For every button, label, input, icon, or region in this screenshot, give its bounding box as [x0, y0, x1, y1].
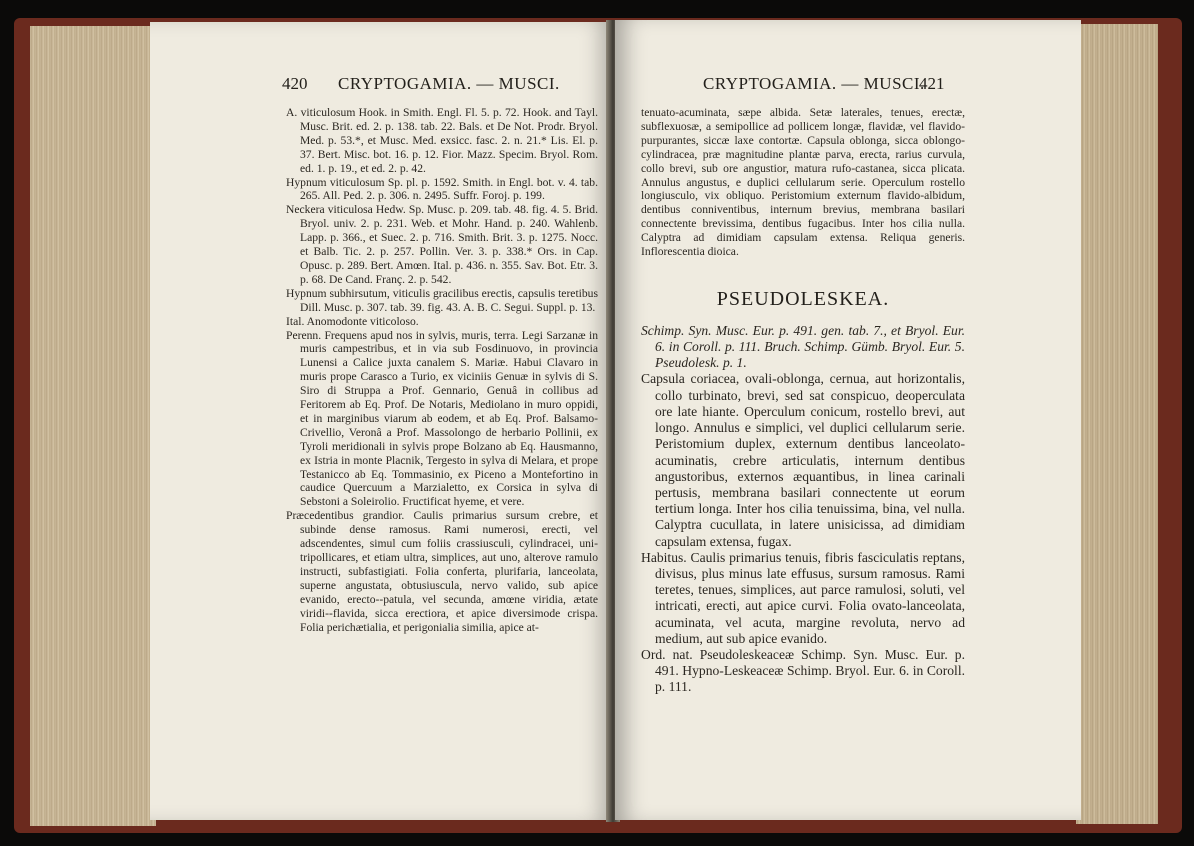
genus-paragraph: Capsula coriacea, ovali-oblonga, cernua, aut horizontalis, collo turbinato, brevi, sed sat conspicuo, deoperculata ore late hiante. Operculum conicum, rostello brevi, aut longo. Annulus e simplici, vel duplici cellularum serie. Peristomium duplex, externum dentibus lanceolato-acuminatis, crebre articulatis, internum dentibus angustoribus, externos æquantibus, in linea carinali pertusis, membrana basilari connectente ut eorum tertium longa. Inter hos cilia tenuissima, bina, vel nulla. Calyptra cucullata, in latere unisicissa, ad dimidiam capsulam extensa, fugax. [641, 371, 965, 549]
right-page-edges [1076, 24, 1158, 824]
continuation-paragraph: tenuato-acuminata, sæpe albida. Setæ laterales, tenues, erectæ, subflexuosæ, a semipollice ad pollicem longæ, flavidæ, vel flavido-purpurantes, siccæ laxe contortæ. Capsula oblonga, sicca oblongo-cylindracea, præ magnitudine plantæ parva, erecta, rarius curvula, collo brevi, sub ore angustior, matura rufo-castanea, sicca plicata. Annulus angustus, e duplici cellularum serie. Operculum rostello longiusculo, vix obliquo. Peristomium externum flavido-albidum, dentibus conniventibus, internum brevius, membrana basilari connectente brevissima, dentibus fugacibus. Inter hos cilia nulla. Calyptra ad dimidiam capsulam extensa. Reliqua generis. Inflorescentia dioica. [641, 106, 965, 259]
entry-paragraph: Perenn. Frequens apud nos in sylvis, muris, terra. Legi Sarzanæ in muris campestribus, et in via sub Fosdinuovo, in provincia Lunensi a Calice juxta canalem S. Mariæ. Habui Clavaro in muris prope Carasco a Turio, ex viciniis Genuæ in sylvis di S. Siro di Struppa a Prof. Gennario, Genuâ in collibus ad Feritorem ab Eq. Prof. De Notaris, Mediolano in muro oppidi, et in marginibus viarum ab eodem, et ab Eq. Prof. Balsamo-Crivellio, Veronâ a Prof. Massolongo de herbario Pollinii, ex Tyroli meridionali in sylvis prope Bolzano ab Eq. Hausmanno, ex Istria in monte Placnik, Tergesto in sylva di Melara, et prope Testanicco ab Eq. Tommasinio, ex Piceno a Montefortino in caudice Quercuum a Marzialetto, ex Corsica in sylva di Sebstoni a Soleirolio. Fructificat hyeme, et vere. [286, 328, 598, 509]
left-page-number: 420 [282, 74, 308, 93]
genus-paragraph: Ord. nat. Pseudoleskeaceæ Schimp. Syn. Musc. Eur. p. 491. Hypno-Leskeaceæ Schimp. Bryol. Eur. 6. in Coroll. p. 111. [641, 646, 965, 695]
right-page-number: 421 [919, 74, 945, 93]
left-running-head: CRYPTOGAMIA. — MUSCI. [338, 74, 560, 93]
right-page [615, 20, 1081, 820]
right-text-column [641, 106, 965, 696]
entry-paragraph: Hypnum viticulosum Sp. pl. p. 1592. Smith. in Engl. bot. v. 4. tab. 265. All. Ped. 2. p. 306. n. 2495. Suffr. Foroj. p. 199. [286, 175, 598, 203]
right-running-head: CRYPTOGAMIA. — MUSCI. [703, 74, 925, 93]
left-text-column [286, 106, 598, 634]
entry-paragraph: Neckera viticulosa Hedw. Sp. Musc. p. 209. tab. 48. fig. 4. 5. Brid. Bryol. univ. 2. p. 231. Web. et Mohr. Hand. p. 240. Wahlenb. Lapp. p. 366., et Suec. 2. p. 716. Smith. Brit. 3. p. 1275. Nocc. et Balb. Tic. 2. p. 257. Pollin. Ver. 3. p. 338.* Ors. in Cap. Opusc. p. 289. Bert. Amœn. Ital. p. 436. n. 355. Sav. Bot. Etr. 3. p. 68. De Cand. Franç. 2. p. 542. [286, 203, 598, 286]
genus-paragraph: Schimp. Syn. Musc. Eur. p. 491. gen. tab. 7., et Bryol. Eur. 6. in Coroll. p. 111. Bruch. Schimp. Gümb. Bryol. Eur. 5. Pseudolesk. p. 1. [641, 322, 965, 371]
entry-paragraph: Præcedentibus grandior. Caulis primarius sursum crebre, et subinde dense ramosus. Rami numerosi, erecti, vel adscendentes, simul cum foliis crassiusculi, cylindracei, uni-tripollicares, et etiam ultra, simplices, aut uno, alterove ramulo instructi, subfastigiati. Folia conferta, plurifaria, lanceolata, superne angustata, obtusiuscula, nervo valido, sub apice evanido, erecto--patula, vel secunda, amœne viridia, ætate viridi--flavida, sicca erectiora, et apice diversimode crispa. Folia perichætialia, et perigonialia similia, apice at- [286, 509, 598, 634]
left-page-edges [30, 26, 156, 826]
left-page [150, 22, 612, 820]
genus-paragraph: Habitus. Caulis primarius tenuis, fibris fasciculatis reptans, divisus, plus minus late effusus, sursum ramosus. Rami teretes, tenues, simplices, aut parce ramulosi, soluti, vel intricati, erecti, aut apice curvi. Folia ovato-lanceolata, acuminata, vel acuta, margine revoluta, nervo ad medium, aut sub apice evanido. [641, 549, 965, 646]
entry-paragraph: A. viticulosum Hook. in Smith. Engl. Fl. 5. p. 72. Hook. and Tayl. Musc. Brit. ed. 2. p. 138. tab. 22. Bals. et De Not. Prodr. Bryol. Med. p. 53.*, et Musc. Med. exsicc. fasc. 2. n. 21.* Lis. El. p. 37. Bert. Misc. bot. 16. p. 12. Fior. Mazz. Specim. Bryol. Rom. ed. 1. p. 19., et ed. 2. p. 42. [286, 106, 598, 175]
entry-paragraph: Ital. Anomodonte viticoloso. [286, 314, 419, 328]
entry-paragraph: Hypnum subhirsutum, viticulis gracilibus erectis, capsulis teretibus Dill. Musc. p. 307. tab. 39. fig. 43. A. B. C. Segui. Suppl. p. 13. [286, 286, 598, 314]
genus-heading: PSEUDOLESKEA. [716, 287, 890, 310]
genus-description [641, 323, 965, 696]
